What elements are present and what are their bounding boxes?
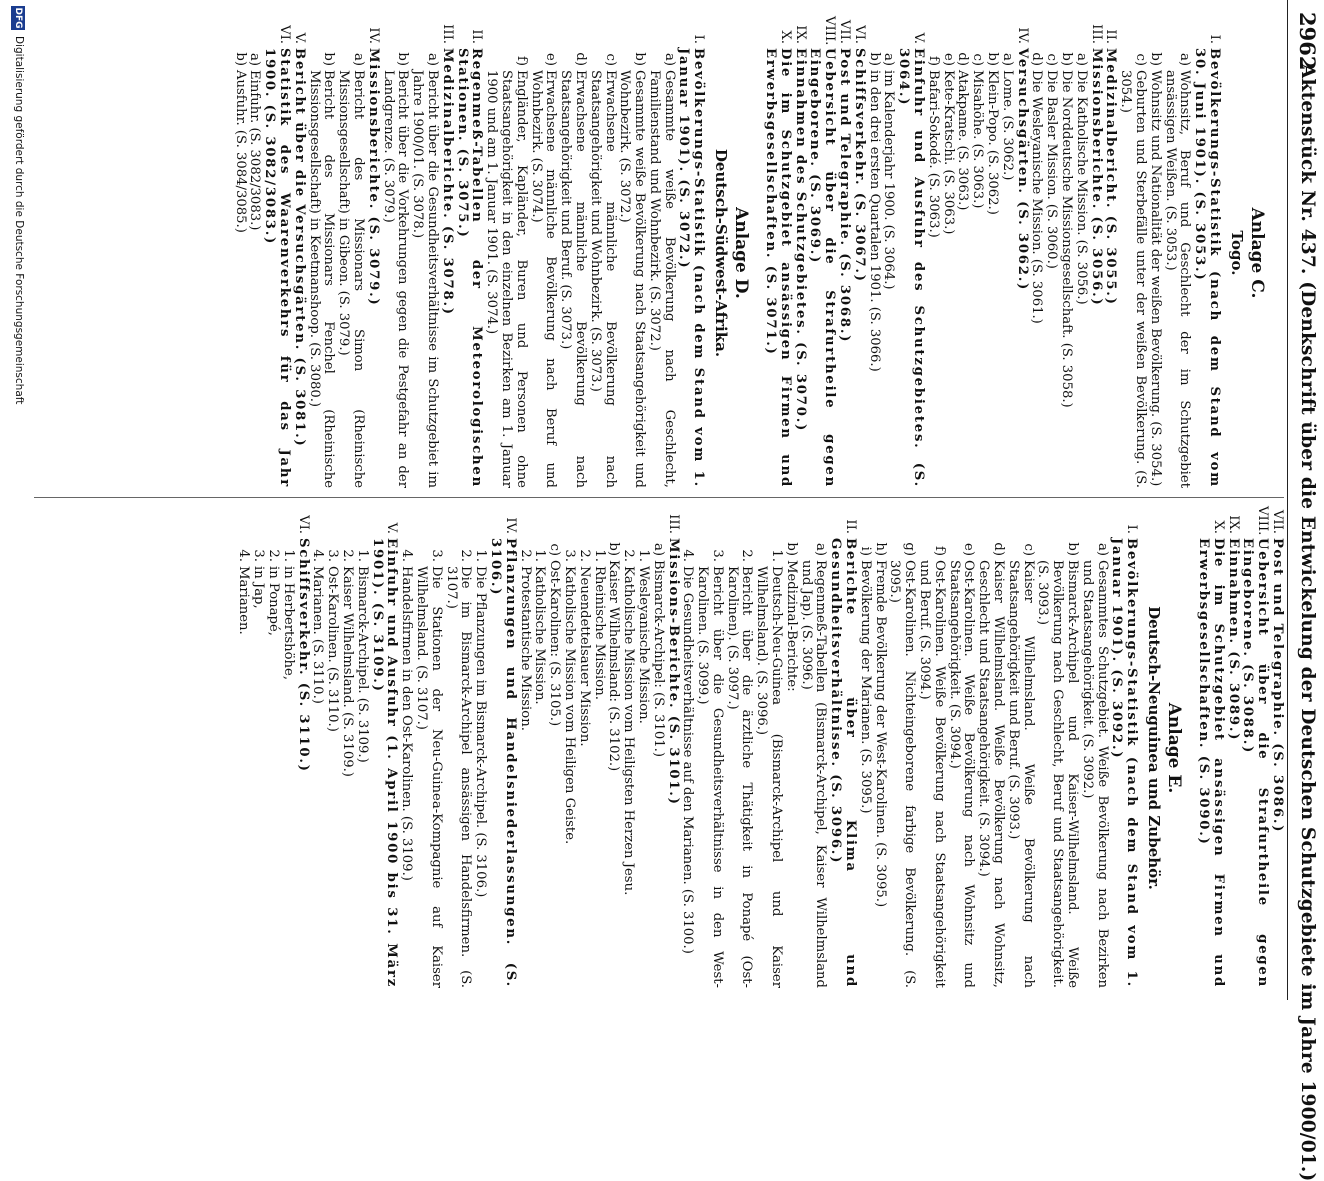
toc-entry-text: Uebersicht über die Strafurtheile gegen Eingeborene. (S. 3069.) xyxy=(807,48,838,488)
toc-entry-number: X. xyxy=(1210,520,1226,534)
toc-entry xyxy=(969,18,984,488)
toc-entry-number: 2. xyxy=(621,549,637,562)
toc-entry-text: Die Gesundheitsverhältnisse auf den Marianen. (S. 3100.) xyxy=(680,566,696,954)
toc-entry-number: a) xyxy=(1177,52,1193,66)
toc-entry xyxy=(1162,18,1192,488)
toc-entry-number: III. xyxy=(1088,24,1104,44)
toc-entry-text: Die Basler Mission. (S. 3060.) xyxy=(1044,70,1060,269)
toc-entry-number: a) xyxy=(247,52,263,66)
toc-entry-text: Handelsfirmen in den Ost-Karolinen. (S. 3109.) xyxy=(399,566,415,881)
toc-entry-text: Regenmeß-Tabellen der Meteorologischen Stationen. (S. 3075.) xyxy=(454,48,485,488)
toc-entry-number: h) xyxy=(872,542,888,556)
toc-entry xyxy=(443,508,473,988)
toc-entry xyxy=(866,18,881,488)
toc-entry-text: Ausfuhr. (S. 3084/3085.) xyxy=(232,70,248,233)
toc-entry-number: d) xyxy=(572,52,588,66)
toc-entry-text: Medizinal-Berichte: xyxy=(783,560,799,692)
toc-entry-text: Missionsberichte. (S. 3079.) xyxy=(365,48,381,307)
toc-entry-number: II. xyxy=(1103,29,1119,44)
toc-entry-number: III. xyxy=(439,24,455,44)
toc-entry-text: Die im Schutzgebiet ansässigen Firmen und Erwerbsgesellschaften. (S. 3090.) xyxy=(1196,538,1226,988)
toc-entry xyxy=(439,18,454,488)
toc-entry-number: b) xyxy=(321,52,337,66)
toc-entry xyxy=(380,18,410,488)
toc-entry-text: Medizinalberichte. (S. 3078.) xyxy=(439,48,455,316)
toc-entry-number: b) xyxy=(395,52,411,66)
toc-entry-number: I. xyxy=(1207,34,1222,44)
toc-entry-text: Ost-Karolinen. Weiße Bevölkerung nach Staatsangehörigkeit und Beruf. (S. 3094.) xyxy=(917,560,947,988)
toc-entry xyxy=(365,18,380,488)
toc-entry xyxy=(587,18,617,488)
toc-entry-number: f) xyxy=(931,545,947,556)
toc-entry-text: Bevölkerungs-Statistik (nach dem Stand vom 30. Juni 1901). (S. 3053.) xyxy=(1192,48,1222,488)
toc-entry-number: d) xyxy=(1029,52,1045,66)
toc-entry-number: c) xyxy=(1044,53,1060,66)
toc-entry-text: Bismarck-Archipel und Kaiser-Wilhelmsland. Weiße Bevölkerung nach Geschlecht, Beruf und Staatsangehörigkeit. (S. 3093.) xyxy=(1035,560,1081,988)
toc-entry xyxy=(946,508,976,988)
toc-entry-text: Ost-Karolinen. (S. 3110.) xyxy=(325,566,341,732)
toc-entry xyxy=(483,18,527,488)
toc-entry xyxy=(694,508,724,988)
toc-entry xyxy=(280,508,295,988)
toc-entry xyxy=(561,508,576,988)
toc-entry xyxy=(409,18,439,488)
toc-entry-number: 3. xyxy=(561,549,577,562)
toc-entry-number: 1. xyxy=(769,549,785,562)
appendix-heading: Anlage E. xyxy=(1164,702,1185,794)
toc-entry xyxy=(546,508,561,988)
toc-entry xyxy=(1225,508,1240,988)
dfg-logo: DFG xyxy=(13,7,23,29)
toc-entry xyxy=(413,508,443,988)
page-header xyxy=(1287,0,1324,1181)
toc-entry xyxy=(454,18,484,488)
toc-entry-text: Marianen. xyxy=(236,566,252,635)
toc-entry xyxy=(324,508,339,988)
toc-entry xyxy=(306,18,336,488)
toc-entry-number: 1. xyxy=(473,549,489,562)
appendix-subheading: Deutsch-Südwest-Afrika. xyxy=(712,148,731,358)
toc-entry xyxy=(1079,508,1109,988)
toc-entry-number: c) xyxy=(970,53,986,66)
toc-entry xyxy=(887,508,917,988)
toc-entry-number: 3. xyxy=(251,549,267,562)
toc-entry-text: Katholische Mission vom Heiligen Geiste. xyxy=(561,566,577,845)
toc-entry xyxy=(1269,508,1284,988)
toc-entry-number: c) xyxy=(602,53,618,66)
toc-entry-text: Einnahmen. (S. 3089.) xyxy=(1225,538,1241,742)
toc-entry-text: Schiffsverkehr. (S. 3067.) xyxy=(851,48,867,283)
toc-entry xyxy=(916,508,946,988)
toc-entry-number: 3. xyxy=(428,549,444,562)
toc-entry-number: 2. xyxy=(517,549,533,562)
toc-entry-text: in Jap, xyxy=(251,566,267,609)
toc-entry-text: Kaiser Wilhelmsland. (S. 3109.) xyxy=(339,566,355,777)
toc-entry-text: Bericht über die Vorkehrungen gegen die Pestgefahr an der Landgrenze. (S. 3079.) xyxy=(380,70,411,488)
toc-entry xyxy=(591,508,606,988)
toc-entry-number: e) xyxy=(961,543,977,556)
toc-entry xyxy=(335,18,365,488)
toc-entry-text: Neuendettelsauer Mission. xyxy=(576,566,592,747)
toc-entry-text: Medizinalbericht. (S. 3055.) xyxy=(1103,48,1119,306)
toc-entry-text: Post und Telegraphie. (S. 3068.) xyxy=(837,48,853,344)
toc-entry-number: III. xyxy=(665,514,681,534)
toc-entry-number: b) xyxy=(985,52,1001,66)
toc-entry xyxy=(940,18,955,488)
toc-entry-text: Bismarck-Archipel. (S. 3109.) xyxy=(354,566,370,763)
toc-entry-text: Einfuhr und Ausfuhr (1. April 1900 bis 31. März 1901). (S. 3109.) xyxy=(369,538,400,988)
toc-entry-text: Gesammte weiße Bevölkerung nach Staatsangehörigkeit und Wohnbezirk. (S. 3072.) xyxy=(617,70,648,488)
appendix-subheading: Togo. xyxy=(1228,230,1246,276)
footer xyxy=(4,0,28,1000)
toc-entry xyxy=(517,508,532,988)
toc-entry-text: Kaiser Wilhelmsland. Weiße Bevölkerung nach Staatsangehörigkeit und Beruf. (S. 3093.) xyxy=(1005,560,1036,988)
toc-entry-number: d) xyxy=(991,542,1007,556)
toc-entry xyxy=(984,18,999,488)
toc-entry-number: a) xyxy=(661,52,677,66)
toc-entry-text: Gesammtes Schutzgebiet. Weiße Bevölkerung nach Bezirken und Staatsangehörigkeit. (S. 3092.) xyxy=(1079,560,1110,988)
toc-entry-number: VI. xyxy=(295,515,311,534)
toc-entry-text: Katholische Mission. xyxy=(532,566,548,705)
toc-entry xyxy=(295,508,310,988)
toc-entry-number: d) xyxy=(955,52,971,66)
toc-entry-text: Rheinische Mission. xyxy=(591,566,607,700)
toc-entry xyxy=(646,18,676,488)
toc-entry-number: IV. xyxy=(502,517,518,534)
toc-entry xyxy=(762,18,792,488)
toc-entry-text: Die Norddeutsche Missionsgesellschaft. (S. 3058.) xyxy=(1059,70,1075,408)
toc-entry-text: im Kalenderjahr 1900. (S. 3064.) xyxy=(881,70,897,290)
toc-entry xyxy=(339,508,354,988)
toc-entry xyxy=(1029,18,1044,488)
toc-entry-number: 1. xyxy=(635,549,651,562)
toc-entry-number: f) xyxy=(925,55,941,66)
toc-entry-number: VIII. xyxy=(822,16,838,46)
toc-entry-number: a) xyxy=(650,542,666,556)
toc-entry-text: Marianen. (S. 3110.) xyxy=(310,566,326,704)
toc-entry xyxy=(857,508,872,988)
toc-entry xyxy=(635,508,650,988)
toc-entry-number: b) xyxy=(1147,52,1163,66)
toc-entry-text: Fremde Bevölkerung der West-Karolinen. (S. 3095.) xyxy=(872,560,888,908)
toc-entry-text: Bericht über die Versuchsgärten. (S. 3081.) xyxy=(291,48,307,448)
toc-entry-number: f) xyxy=(513,55,529,66)
toc-entry-number: VI. xyxy=(276,25,292,44)
toc-entry-text: in Herbertshöhe, xyxy=(280,566,296,681)
toc-entry-text: Bevölkerungs-Statistik (nach dem Stand vom 1. Januar 1901). (S. 3072.) xyxy=(676,48,707,488)
toc-entry xyxy=(665,508,680,988)
toc-entry-text: Bevölkerungs-Statistik (nach dem Stand vom 1. Januar 1901). (S. 3092.) xyxy=(1109,538,1140,988)
toc-entry-number: 2. xyxy=(339,549,355,562)
toc-entry-text: Erwachsene männliche Bevölkerung nach Beruf und Wohnbezirk. (S. 3074.) xyxy=(528,70,559,488)
toc-entry xyxy=(250,508,265,988)
toc-entry-number: VII. xyxy=(1270,509,1285,534)
page-number: 2962 xyxy=(1295,12,1320,71)
toc-entry-number: a) xyxy=(999,52,1015,66)
toc-entry-number: IV. xyxy=(1014,27,1030,44)
toc-entry-number: a) xyxy=(424,52,440,66)
toc-entry xyxy=(1109,508,1139,988)
toc-entry xyxy=(792,18,807,488)
toc-entry-text: Engländer, Kapländer, Buren und Personen ohne Staatsangehörigkeit in den einzelnen Bezirken am 1. Januar 1900 und am 1. Januar 1901. (S. 3074.) xyxy=(484,70,529,488)
appendix-heading: Anlage D. xyxy=(731,207,752,299)
toc-entry xyxy=(925,18,940,488)
toc-entry-text: Die im Schutzgebiet ansässigen Firmen und Erwerbsgesellschaften. (S. 3071.) xyxy=(763,48,793,488)
toc-entry-text: Wesleyanische Mission. xyxy=(635,566,651,724)
toc-entry-number: 4. xyxy=(399,549,415,562)
toc-entry-number: b) xyxy=(1059,52,1075,66)
toc-entry xyxy=(872,508,887,988)
toc-entry xyxy=(1043,18,1058,488)
toc-entry xyxy=(895,18,925,488)
toc-entry xyxy=(620,508,635,988)
toc-entry-number: b) xyxy=(232,52,248,66)
toc-entry xyxy=(955,18,970,488)
toc-entry xyxy=(798,508,828,988)
toc-entry-number: V. xyxy=(384,522,400,534)
toc-entry-text: Die Stationen der Neu-Guinea-Kompagnie auf Kaiser Wilhelmsland. (S. 3107.) xyxy=(413,566,444,988)
toc-entry-number: a) xyxy=(1094,542,1110,556)
toc-entry xyxy=(1088,18,1103,488)
toc-entry xyxy=(310,508,325,988)
toc-entry-text: Erwachsene männliche Bevölkerung nach Staatsangehörigkeit und Beruf. (S. 3073.) xyxy=(558,70,588,488)
toc-entry-number: c) xyxy=(1133,53,1149,66)
toc-entry-text: Ost-Karolinen. Nichteingeborene farbige Bevölkerung. (S. 3095.) xyxy=(887,560,918,988)
toc-entry-number: IV. xyxy=(365,27,381,44)
toc-entry-text: Wohnsitz, Beruf und Geschlecht der im Schutzgebiet ansässigen Weißen. (S. 3053.) xyxy=(1162,70,1193,488)
toc-entry-number: V. xyxy=(291,32,307,44)
toc-entry xyxy=(836,18,851,488)
toc-entry-text: Regenmeß-Tabellen (Bismarck-Archipel, Kaiser Wilhelmsland und Jap). (S. 3096.) xyxy=(798,560,829,988)
toc-entry xyxy=(472,508,487,988)
toc-entry-number: 2. xyxy=(266,549,281,562)
toc-entry xyxy=(1005,508,1035,988)
toc-entry xyxy=(291,18,306,488)
toc-entry-text: Missionsberichte. (S. 3056.) xyxy=(1088,48,1104,307)
toc-entry-number: b) xyxy=(866,52,882,66)
toc-entry xyxy=(999,18,1014,488)
toc-entry-text: Gesammte weiße Bevölkerung nach Geschlecht, Familienstand und Wohnbezirk. (S. 3072.) xyxy=(646,70,677,488)
toc-entry-number: b) xyxy=(1065,542,1081,556)
toc-entry-text: Erwachsene männliche Bevölkerung nach Staatsangehörigkeit und Wohnbezirk. (S. 3073.) xyxy=(587,70,618,488)
toc-entry xyxy=(1240,508,1270,988)
toc-entry-text: Klein-Popo. (S. 3062.) xyxy=(985,70,1001,215)
toc-entry xyxy=(783,508,798,988)
toc-entry xyxy=(236,508,251,988)
toc-entry-text: Geburten und Sterbefälle unter der weißen Bevölkerung. (S. 3054.) xyxy=(1118,70,1149,488)
page-title: Aktenstück Nr. 437. (Denkschrift über die Entwickelung der Deutschen Schutzgebiete im Jahre 1900/01.) xyxy=(1297,64,1318,1181)
toc-entry-number: 4. xyxy=(680,549,696,562)
toc-entry-number: 1. xyxy=(532,549,548,562)
toc-entry-text: Die Pflanzungen im Bismarck-Archipel. (S. 3106.) xyxy=(473,566,489,898)
toc-entry-text: Missions-Berichte. (S. 3101.) xyxy=(665,538,681,806)
toc-entry-text: Wohnsitz und Nationalität der weißen Bevölkerung. (S. 3054.) xyxy=(1147,70,1163,487)
toc-entry-number: II. xyxy=(843,519,859,534)
toc-entry-number: a) xyxy=(1073,52,1089,66)
toc-entry-text: Bafari-Sokodé. (S. 3063.) xyxy=(925,70,941,238)
column-divider xyxy=(34,497,1284,498)
toc-entry-text: in den drei ersten Quartalen 1901. (S. 3066.) xyxy=(866,70,882,372)
toc-entry-text: Lome. (S. 3062.) xyxy=(999,70,1015,181)
toc-entry-number: 3. xyxy=(325,549,341,562)
toc-entry-text: Ost-Karolinen: (S. 3105.) xyxy=(547,560,563,727)
toc-entry-text: Kaiser Wilhelmsland: (S. 3102.) xyxy=(606,560,622,772)
toc-entry-text: Kaiser Wilhelmsland. Weiße Bevölkerung nach Wohnsitz, Geschlecht und Staatsangehörigkeit. (S. 3094.) xyxy=(976,560,1007,988)
toc-entry-number: 1. xyxy=(280,549,296,562)
toc-entry xyxy=(975,508,1005,988)
toc-entry-text: Bericht des Missionars Fenchel (Rheinische Missionsgesellschaft) in Keetmanshoop. (S. 3080.) xyxy=(306,70,337,488)
toc-entry xyxy=(354,508,369,988)
toc-entry xyxy=(1191,18,1221,488)
toc-entry xyxy=(576,508,591,988)
toc-entry xyxy=(487,508,517,988)
toc-entry xyxy=(807,18,837,488)
toc-entry xyxy=(724,508,754,988)
toc-entry xyxy=(1117,18,1147,488)
toc-entry-text: Einfuhr und Ausfuhr des Schutzgebietes. (S. 3064.) xyxy=(896,48,927,488)
toc-entry-number: 2. xyxy=(739,549,755,562)
appendix-subheading: Deutsch-Neuguinea und Zubehör. xyxy=(1145,606,1164,890)
toc-entry-number: c) xyxy=(1020,543,1036,556)
toc-entry-number: IX. xyxy=(1225,515,1241,534)
toc-entry-text: Pflanzungen und Handelsniederlassungen. (S. 3106.) xyxy=(487,538,518,988)
appendix-heading: Anlage C. xyxy=(1247,207,1267,299)
toc-entry-number: a) xyxy=(813,542,829,556)
left-column xyxy=(232,18,1278,488)
toc-entry xyxy=(680,508,695,988)
toc-entry xyxy=(1195,508,1225,988)
toc-entry-number: X. xyxy=(777,30,793,44)
toc-entry xyxy=(617,18,647,488)
toc-entry-number: 1. xyxy=(354,549,370,562)
toc-entry xyxy=(369,508,399,988)
toc-entry-text: Versuchsgärten. (S. 3062.) xyxy=(1014,48,1030,292)
toc-entry-text: Katholische Mission vom Heiligsten Herzen Jesu. xyxy=(621,566,637,896)
toc-entry-number: 2. xyxy=(576,549,592,562)
toc-entry xyxy=(1147,18,1162,488)
toc-entry-text: Bevölkerung der Marianen. (S. 3095.) xyxy=(857,560,873,814)
toc-entry-number: VIII. xyxy=(1255,506,1271,536)
toc-entry xyxy=(1073,18,1088,488)
toc-entry xyxy=(265,508,280,988)
toc-entry xyxy=(1103,18,1118,488)
toc-entry xyxy=(851,18,866,488)
toc-entry-number: a) xyxy=(350,52,366,66)
toc-entry-text: Uebersicht über die Strafurtheile gegen Eingeborene. (S. 3088.) xyxy=(1240,538,1271,988)
toc-entry-number: i) xyxy=(857,546,873,556)
toc-entry xyxy=(754,508,784,988)
toc-entry-text: Post und Telegraphie. (S. 3086.) xyxy=(1270,538,1285,834)
toc-entry-text: Berichte über Klima und Gesundheitsverhältnisse. (S. 3096.) xyxy=(828,538,859,988)
toc-entry-number: b) xyxy=(632,52,648,66)
toc-entry-number: g) xyxy=(902,542,918,556)
toc-entry-number: VII. xyxy=(837,19,853,44)
toc-entry xyxy=(398,508,413,988)
toc-entry-text: Kete-Kratschi. (S. 3063.) xyxy=(940,70,956,235)
toc-entry xyxy=(1014,18,1029,488)
toc-entry xyxy=(1035,508,1079,988)
toc-entry-number: I. xyxy=(691,34,707,44)
toc-entry-number: e) xyxy=(940,53,956,66)
toc-entry-text: Misahöhe. (S. 3063.) xyxy=(970,70,986,209)
toc-entry xyxy=(261,18,291,488)
toc-entry-text: Bericht über die Gesundheitsverhältnisse in den West-Karolinen. (S. 3099.) xyxy=(695,566,725,988)
toc-entry xyxy=(881,18,896,488)
toc-entry-text: Schiffsverkehr. (S. 3110.) xyxy=(295,538,311,773)
toc-entry-text: Statistik des Waarenverkehrs für das Jahr 1900. (S. 3082/3083.) xyxy=(262,48,292,488)
toc-entry xyxy=(232,18,247,488)
toc-entry-number: e) xyxy=(543,53,559,66)
toc-entry-number: I. xyxy=(1124,524,1140,534)
toc-entry-number: c) xyxy=(547,543,563,556)
toc-entry xyxy=(557,18,587,488)
right-column xyxy=(236,508,1284,988)
toc-entry-number: IX. xyxy=(792,25,808,44)
toc-entry-number: 4. xyxy=(236,549,252,562)
toc-entry xyxy=(1058,18,1073,488)
toc-entry-text: Atakpame. (S. 3063.) xyxy=(955,70,971,211)
toc-entry-number: II. xyxy=(469,29,485,44)
toc-entry-number: b) xyxy=(606,542,622,556)
toc-entry-text: Deutsch-Neu-Guinea (Bismarck-Archipel und Kaiser Wilhelmsland). (S. 3096.) xyxy=(754,566,785,988)
toc-entry-text: Einfuhr. (S. 3082/3083.) xyxy=(247,70,263,231)
toc-entry-number: V. xyxy=(911,32,927,44)
toc-entry-text: Die Katholische Mission. (S. 3056.) xyxy=(1073,70,1089,305)
toc-entry-text: Bericht über die Gesundheitsverhältnisse im Schutzgebiet im Jahre 1900/01. (S. 3078.) xyxy=(410,70,440,488)
toc-entry-text: Die im Bismarck-Archipel ansässigen Handelsfirmen. (S. 3107.) xyxy=(443,566,474,988)
toc-entry xyxy=(650,508,665,988)
toc-entry-number: VI. xyxy=(851,25,867,44)
toc-entry-text: Ost-Karolinen. Weiße Bevölkerung nach Wohnsitz und Staatsangehörigkeit. (S. 3094.) xyxy=(946,560,977,988)
toc-entry xyxy=(676,18,706,488)
toc-entry xyxy=(528,18,558,488)
toc-entry xyxy=(247,18,262,488)
toc-entry-number: b) xyxy=(783,542,799,556)
toc-entry-text: Bericht über die ärztliche Thätigkeit in Ponapé (Ost-Karolinen). (S. 3097.) xyxy=(724,566,755,988)
toc-entry-text: Bericht des Missionars Simon (Rheinische Missionsgesellschaft) in Gibeon. (S. 3079.) xyxy=(336,70,366,488)
toc-entry-number: 4. xyxy=(310,549,326,562)
toc-entry-text: Einnahmen des Schutzgebietes. (S. 3070.) xyxy=(792,48,808,433)
toc-entry-number: 2. xyxy=(458,549,474,562)
toc-entry-number: a) xyxy=(881,52,897,66)
toc-entry-number: 1. xyxy=(591,549,607,562)
footer-text: Digitalisierung gefördert durch die Deutsche Forschungsgemeinschaft xyxy=(13,36,25,405)
toc-entry-text: Protestantische Mission. xyxy=(517,566,533,731)
toc-entry-number: 3. xyxy=(709,549,725,562)
toc-entry xyxy=(532,508,547,988)
toc-entry-text: Die Wesleyanische Mission. (S. 3061.) xyxy=(1029,70,1045,324)
toc-entry-text: Bismarck-Archipel: (S. 3101.) xyxy=(650,560,666,757)
toc-entry xyxy=(827,508,857,988)
toc-entry xyxy=(606,508,621,988)
toc-entry-text: in Ponapé, xyxy=(266,566,281,636)
